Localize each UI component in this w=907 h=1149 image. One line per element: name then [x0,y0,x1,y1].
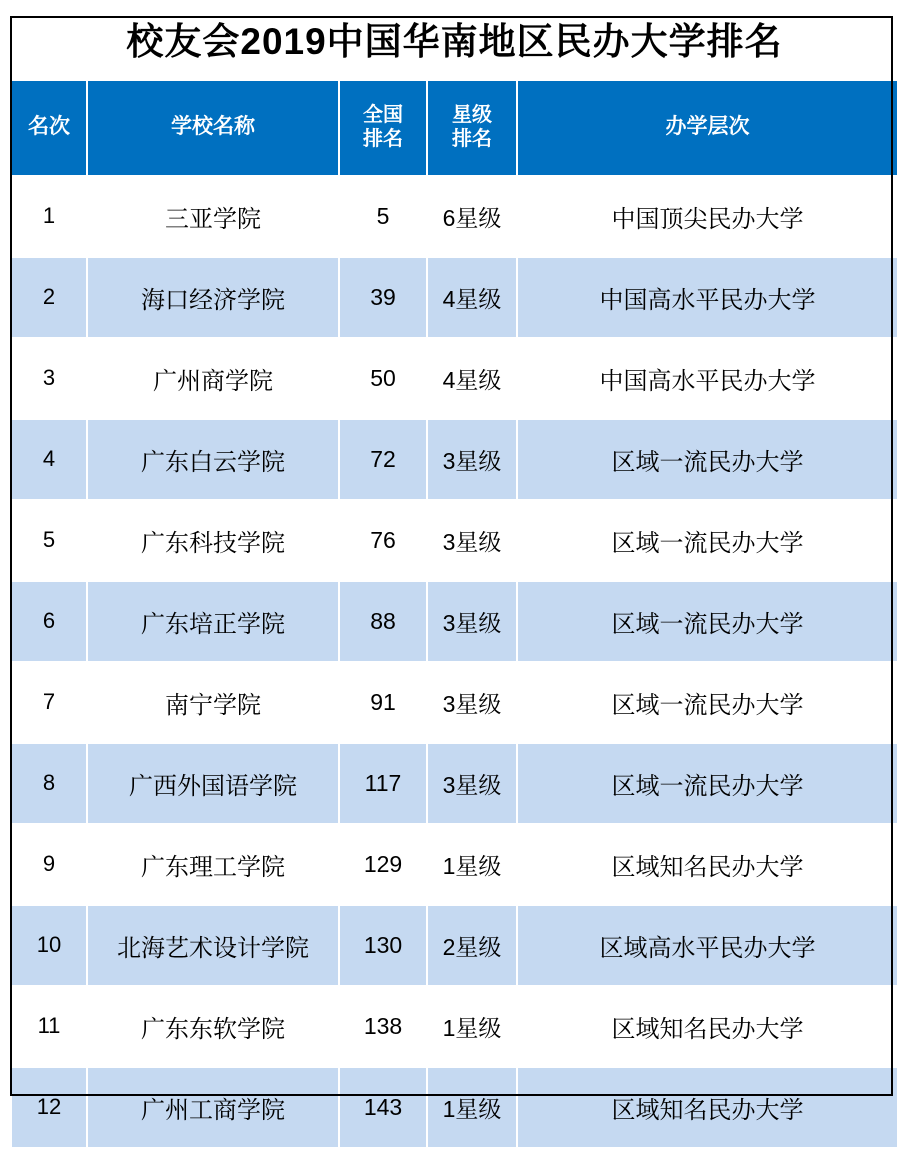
cell-level: 区域高水平民办大学 [517,905,898,986]
column-header-national-rank-line2: 排名 [363,127,403,150]
cell-star-rank: 1星级 [427,1067,517,1148]
cell-star-rank: 3星级 [427,419,517,500]
cell-rank: 2 [11,257,87,338]
cell-level: 区域一流民办大学 [517,662,898,743]
cell-star-rank: 4星级 [427,257,517,338]
cell-level: 区域一流民办大学 [517,743,898,824]
column-header-star-rank-line2: 排名 [452,127,492,150]
cell-national-rank: 5 [339,176,427,257]
cell-school-name: 南宁学院 [87,662,339,743]
column-header-name-label: 学校名称 [171,115,255,139]
cell-star-rank: 2星级 [427,905,517,986]
table-row [11,824,898,905]
cell-rank: 3 [11,338,87,419]
table-row [11,419,898,500]
column-header-rank-label: 名次 [28,115,70,139]
column-header-national-rank [339,80,427,176]
cell-rank: 11 [11,986,87,1067]
table-row [11,581,898,662]
cell-level: 区域一流民办大学 [517,500,898,581]
cell-school-name: 广东培正学院 [87,581,339,662]
cell-school-name: 广州工商学院 [87,1067,339,1148]
cell-school-name: 广东科技学院 [87,500,339,581]
table-row [11,905,898,986]
cell-rank: 4 [11,419,87,500]
column-header-level [517,80,898,176]
cell-national-rank: 130 [339,905,427,986]
table-head [11,8,898,176]
cell-star-rank: 4星级 [427,338,517,419]
table-row [11,743,898,824]
table-row [11,500,898,581]
cell-school-name: 广东理工学院 [87,824,339,905]
cell-national-rank: 138 [339,986,427,1067]
cell-rank: 12 [11,1067,87,1148]
cell-star-rank: 3星级 [427,662,517,743]
column-header-star-rank-line1: 星级 [452,104,492,127]
cell-level: 中国顶尖民办大学 [517,176,898,257]
page-title: 校友会2019中国华南地区民办大学排名 [11,8,898,80]
table-body [11,176,898,1148]
table-row [11,176,898,257]
cell-national-rank: 91 [339,662,427,743]
cell-star-rank: 1星级 [427,824,517,905]
cell-school-name: 广州商学院 [87,338,339,419]
cell-rank: 7 [11,662,87,743]
cell-rank: 5 [11,500,87,581]
ranking-table [10,8,899,1149]
cell-national-rank: 50 [339,338,427,419]
cell-star-rank: 3星级 [427,743,517,824]
table-row [11,1067,898,1148]
column-header-star-rank [427,80,517,176]
table-row [11,338,898,419]
table-row [11,257,898,338]
cell-school-name: 北海艺术设计学院 [87,905,339,986]
cell-national-rank: 72 [339,419,427,500]
cell-rank: 6 [11,581,87,662]
cell-rank: 8 [11,743,87,824]
cell-star-rank: 1星级 [427,986,517,1067]
cell-level: 区域知名民办大学 [517,986,898,1067]
ranking-page [0,8,907,1124]
title-row [11,8,898,80]
table-row [11,986,898,1067]
column-header-row [11,80,898,176]
cell-national-rank: 143 [339,1067,427,1148]
cell-national-rank: 39 [339,257,427,338]
cell-national-rank: 117 [339,743,427,824]
cell-rank: 9 [11,824,87,905]
cell-rank: 1 [11,176,87,257]
cell-level: 中国高水平民办大学 [517,257,898,338]
column-header-national-rank-line1: 全国 [363,104,403,127]
cell-rank: 10 [11,905,87,986]
cell-star-rank: 3星级 [427,581,517,662]
cell-national-rank: 129 [339,824,427,905]
cell-level: 区域一流民办大学 [517,419,898,500]
cell-school-name: 广西外国语学院 [87,743,339,824]
cell-level: 区域一流民办大学 [517,581,898,662]
cell-level: 区域知名民办大学 [517,824,898,905]
cell-national-rank: 88 [339,581,427,662]
column-header-level-label: 办学层次 [665,115,750,139]
cell-national-rank: 76 [339,500,427,581]
cell-level: 中国高水平民办大学 [517,338,898,419]
cell-school-name: 三亚学院 [87,176,339,257]
cell-star-rank: 6星级 [427,176,517,257]
cell-school-name: 海口经济学院 [87,257,339,338]
table-row [11,662,898,743]
cell-school-name: 广东东软学院 [87,986,339,1067]
cell-school-name: 广东白云学院 [87,419,339,500]
cell-star-rank: 3星级 [427,500,517,581]
column-header-rank [11,80,87,176]
column-header-name [87,80,339,176]
cell-level: 区域知名民办大学 [517,1067,898,1148]
